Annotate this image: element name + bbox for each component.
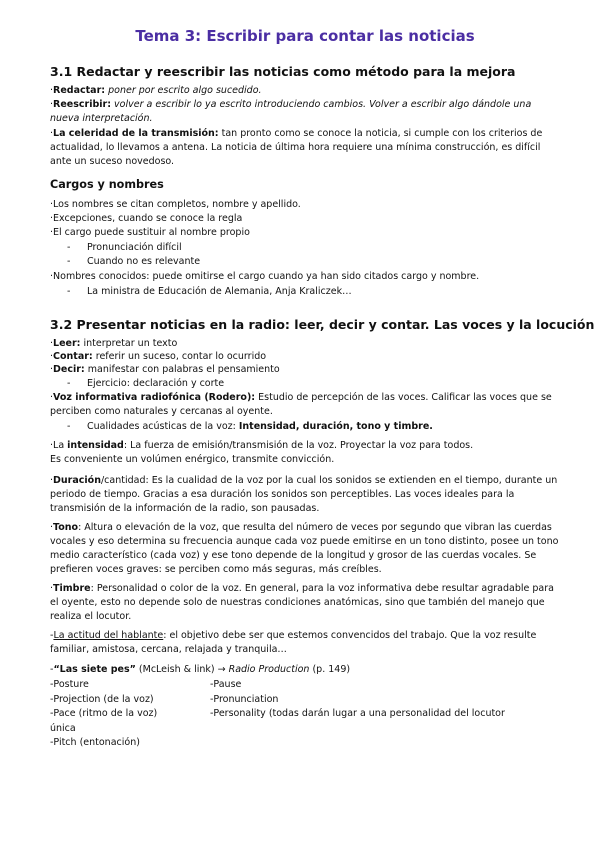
def-contar-text: referir un suceso, contar lo ocurrido: [95, 351, 267, 362]
term-celeridad: La celeridad de la transmisión:: [53, 128, 219, 139]
pes-left-column: [50, 678, 157, 751]
dash-bullet: -: [67, 378, 71, 389]
term-reescribir: Reescribir: [53, 99, 108, 110]
def-intensidad-text-2: Es conveniente un volúmen enérgico, transmite convicción.: [50, 454, 335, 465]
term-actitud: La actitud del hablante: [53, 630, 164, 641]
term-siete-pes: “Las siete pes”: [53, 664, 136, 675]
pes-item: -Personality (todas darán lugar a una personalidad del locutor: [210, 708, 505, 719]
def-intensidad-text: : La fuerza de emisión/transmisión de la voz. Proyectar la voz para todos.: [123, 440, 474, 451]
siete-pes-line: -“Las siete pes” (McLeish & link) → Radio Production (p. 149): [50, 664, 351, 675]
def-duracion: ·Duración/cantidad: Es la cualidad de la voz por la cual los sonidos se extienden en el tiempo, durante un periodo de tiempo. Gracias a esa duración los sonidos son perceptibles. Las voces ideales para la transmisión de la información de la radio, son pausadas.: [50, 475, 558, 514]
term-voz: Voz informativa radiofónica (Rodero):: [53, 392, 256, 403]
term-decir: Decir:: [53, 364, 85, 375]
def-actitud-text: : el objetivo debe ser que estemos convencidos del trabajo. Que la voz resulte familiar, amistosa, cercana, relajada y tranquila…: [50, 630, 537, 655]
def-timbre-text: : Personalidad o color de la voz. En general, para la voz informativa debe resultar agradable para el oyente, esto no depende solo de nuestras condiciones anatómicas, sino que también del manejo que realiza el locutor.: [50, 583, 554, 622]
pes-item: -Posture: [50, 679, 89, 690]
section-heading-3-1: 3.1 Redactar y reescribir las noticias como método para la mejora: [50, 64, 516, 79]
def-reescribir-text: volver a escribir lo ya escrito introduciendo cambios. Volver a escribir algo dándole una nueva interpretación.: [50, 99, 532, 124]
term-intensidad: intensidad: [67, 440, 124, 451]
def-leer: ·Leer: interpretar un texto: [50, 338, 178, 349]
term-contar: Contar:: [53, 351, 93, 362]
dash-bullet: -: [67, 286, 71, 297]
def-decir-text: manifestar con palabras el pensamiento: [87, 364, 280, 375]
def-contar: ·Contar: referir un suceso, contar lo ocurrido: [50, 351, 267, 362]
def-decir: ·Decir: manifestar con palabras el pensamiento: [50, 364, 280, 375]
def-redactar-text: poner por escrito algo sucedido.: [108, 85, 262, 96]
cargos-sub-2: Cuando no es relevante: [87, 256, 201, 267]
def-tono-text: : Altura o elevación de la voz, que resulta del número de veces por segundo que vibran las cuerdas vocales y eso determina su frecuencia aunque cada voz puede emitirse en un tono distinto, posee un tono medio característico (cada voz) y ese tono depende de la longitud y grosor de las cuerdas vocales. Se prefieren voces graves: se perciben como más seguras, más creíbles.: [50, 522, 559, 575]
cualidades-label: Cualidades acústicas de la voz:: [87, 421, 236, 432]
def-celeridad: ·La celeridad de la transmisión: tan pronto como se conoce la noticia, si cumple con los criterios de actualidad, lo llevamos a antena. La noticia de última hora requiere una mínima construcción, es difícil ante un suceso novedoso.: [50, 128, 543, 167]
term-timbre: Timbre: [53, 583, 91, 594]
term-duracion: Duración: [53, 475, 101, 486]
def-voz-text: Estudio de percepción de las voces. Calificar las voces que se perciben como naturales y cercanas al oyente.: [50, 392, 552, 417]
siete-pes-book: Radio Production: [228, 664, 310, 675]
pes-item: -Pace (ritmo de la voz): [50, 708, 158, 719]
dash-bullet: -: [67, 242, 71, 253]
dash-bullet: -: [67, 421, 71, 432]
decir-sub: Ejercicio: declaración y corte: [87, 378, 225, 389]
def-intensidad: [50, 439, 562, 467]
def-timbre: ·Timbre: Personalidad o color de la voz. En general, para la voz informativa debe resultar agradable para el oyente, esto no depende solo de nuestras condiciones anatómicas, sino que también del manejo que realiza el locutor.: [50, 583, 554, 622]
pes-right-column: [210, 678, 505, 722]
def-tono: ·Tono: Altura o elevación de la voz, que resulta del número de veces por segundo que vibran las cuerdas vocales y eso determina su frecuencia aunque cada voz puede emitirse en un tono distinto, posee un tono medio característico (cada voz) y ese tono depende de la longitud y grosor de las cuerdas vocales. Se prefieren voces graves: se perciben como más seguras, más creíbles.: [50, 522, 559, 575]
def-redactar: ·Redactar: poner por escrito algo sucedido.: [50, 85, 262, 96]
pes-item: -Pitch (entonación): [50, 737, 140, 748]
section-heading-3-2: 3.2 Presentar noticias en la radio: leer, decir y contar. Las voces y la locución: [50, 317, 595, 332]
def-celeridad-text: tan pronto como se conoce la noticia, si cumple con los criterios de actualidad, lo llevamos a antena. La noticia de última hora requiere una mínima construcción, es difícil ante un suceso novedoso.: [50, 128, 543, 167]
pes-item: -Projection (de la voz): [50, 693, 154, 705]
cualidades-list: Intensidad, duración, tono y timbre.: [238, 421, 433, 432]
cargos-line-1: ·Los nombres se citan completos, nombre y apellido.: [50, 199, 301, 210]
term-redactar: Redactar: [53, 85, 102, 96]
def-voz: ·Voz informativa radiofónica (Rodero): Estudio de percepción de las voces. Calificar las voces que se perciben como naturales y cercanas al oyente.: [50, 392, 552, 417]
term-tono: Tono: [53, 522, 79, 533]
nombres-line: ·Nombres conocidos: puede omitirse el cargo cuando ya han sido citados cargo y nombre.: [50, 271, 480, 282]
nombres-sub: La ministra de Educación de Alemania, Anja Kraliczek…: [87, 286, 352, 297]
siete-pes-page: (p. 149): [309, 664, 351, 675]
def-leer-text: interpretar un texto: [83, 338, 178, 349]
pes-item: -Pronunciation: [210, 693, 279, 705]
pes-item: única: [50, 722, 76, 734]
def-actitud: -La actitud del hablante: el objetivo debe ser que estemos convencidos del trabajo. Que la voz resulte familiar, amistosa, cercana, relajada y tranquila…: [50, 630, 537, 655]
cargos-line-2: ·Excepciones, cuando se conoce la regla: [50, 213, 243, 224]
dash-bullet: -: [67, 256, 71, 267]
term-leer: Leer:: [53, 338, 81, 349]
pes-item: -Pause: [210, 679, 242, 690]
cargos-sub-1: Pronunciación difícil: [87, 242, 182, 253]
intensidad-prefix: ·La: [50, 440, 65, 451]
subheading-cargos: Cargos y nombres: [50, 178, 164, 191]
cargos-line-3: ·El cargo puede sustituir al nombre propio: [50, 227, 250, 238]
page-title: Tema 3: Escribir para contar las noticias: [135, 27, 475, 45]
def-reescribir: ·Reescribir: volver a escribir lo ya escrito introduciendo cambios. Volver a escribir algo dándole una nueva interpretación.: [50, 99, 532, 124]
def-duracion-text: /cantidad: Es la cualidad de la voz por la cual los sonidos se extienden en el tiempo, durante un periodo de tiempo. Gracias a esa duración los sonidos son perceptibles. Las voces ideales para la transmisión de la información de la radio, son pausadas.: [50, 475, 558, 514]
siete-pes-authors: (McLeish & link) →: [135, 664, 229, 675]
cualidades-line: [87, 420, 433, 434]
